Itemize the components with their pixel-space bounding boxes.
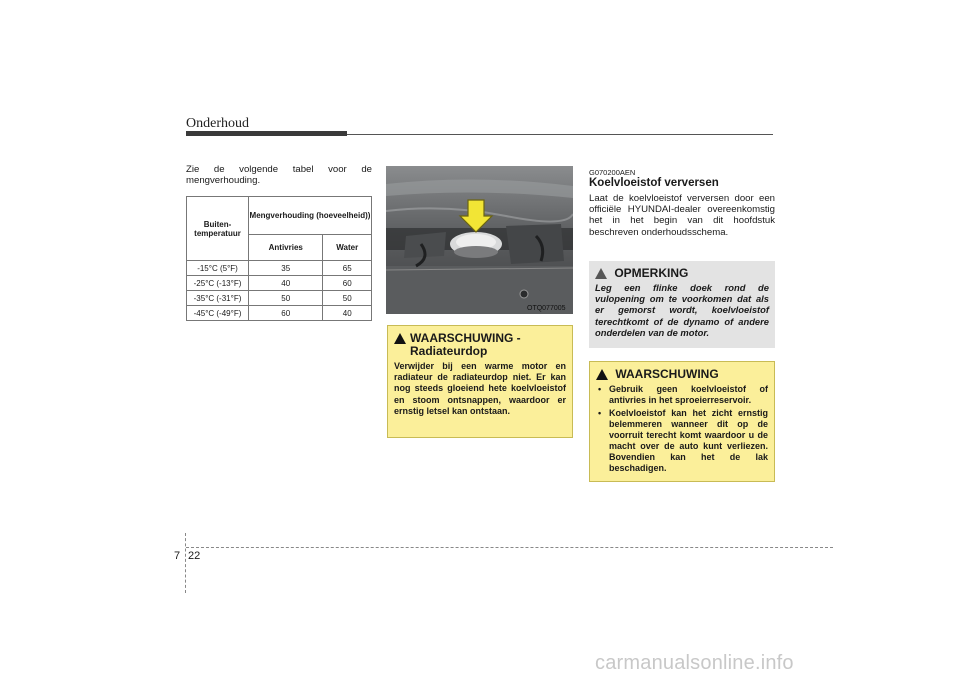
header-rule — [347, 134, 773, 135]
cell-antifreeze: 60 — [249, 306, 323, 321]
note-body: Leg een flinke doek rond de vulopening om te voorkomen dat als er gemorst wordt, koelvloeistof terechtkomt of de dynamo of andere onderdelen van de motor. — [595, 282, 769, 338]
cell-water: 60 — [323, 276, 372, 291]
list-item: • Gebruik geen koelvloeistof of antivries in het sproeierreservoir. — [596, 384, 768, 406]
page-header-title: Onderhoud — [186, 116, 249, 131]
table-header-antifreeze: Antivries — [249, 235, 323, 261]
warning-radiator-cap-box — [387, 325, 573, 438]
table-header-mix: Mengverhouding (hoeveelheid)) — [249, 197, 372, 235]
radiator-cap-illustration — [386, 166, 573, 314]
warning-general-box — [589, 361, 775, 482]
footer-rule — [186, 547, 833, 548]
caution-triangle-icon — [595, 268, 607, 279]
footer-vertical-rule — [185, 533, 186, 593]
warning-radiator-subtitle: Radiateurdop — [410, 344, 488, 358]
table-row — [187, 291, 372, 306]
cell-temperature: -25°C (-13°F) — [187, 276, 249, 291]
list-item: • Koelvloeistof kan het zicht ernstig belemmeren wanneer dit op de voorruit terecht komt waardoor u de macht over de auto kunt verliezen. Bovendien kan het de lak beschadigen. — [596, 408, 768, 474]
engine-radiator-photo — [386, 166, 573, 314]
cell-temperature: -15°C (5°F) — [187, 261, 249, 276]
warning-radiator-body: Verwijder bij een warme motor en radiateur de radiateurdop niet. Er kan nog steeds gloeiend hete koelvloeistof en stoom ontsnappen, waardoor er ernstig letsel kan ontstaan. — [394, 361, 566, 416]
table-row — [187, 306, 372, 321]
cell-temperature: -45°C (-49°F) — [187, 306, 249, 321]
table-row — [187, 261, 372, 276]
note-box — [589, 261, 775, 348]
section-body: Laat de koelvloeistof verversen door een officiële HYUNDAI-dealer overeenkomstig het in het begin van dit hoofdstuk beschreven onderhoudsschema. — [589, 193, 775, 238]
page-number: 22 — [188, 550, 201, 562]
table-row — [187, 276, 372, 291]
warning-triangle-icon — [596, 369, 608, 380]
cell-water: 50 — [323, 291, 372, 306]
section-title: Koelvloeistof verversen — [589, 177, 719, 189]
cell-antifreeze: 40 — [249, 276, 323, 291]
warning-general-list — [596, 384, 768, 474]
header-bar — [186, 131, 347, 136]
mix-ratio-table — [186, 196, 372, 321]
cell-antifreeze: 35 — [249, 261, 323, 276]
cell-water: 40 — [323, 306, 372, 321]
intro-text: Zie de volgende tabel voor de mengverhouding. — [186, 164, 372, 186]
section-code: G070200AEN — [589, 168, 636, 177]
cell-antifreeze: 50 — [249, 291, 323, 306]
note-title: OPMERKING — [614, 266, 689, 280]
cell-temperature: -35°C (-31°F) — [187, 291, 249, 306]
warning-triangle-icon — [394, 333, 406, 344]
photo-caption: OTQ077005 — [527, 305, 566, 312]
table-header-water: Water — [323, 235, 372, 261]
warning-radiator-title: WAARSCHUWING - — [410, 331, 521, 345]
watermark: carmanualsonline.info — [595, 652, 794, 674]
chapter-number: 7 — [174, 550, 181, 562]
warning-general-title: WAARSCHUWING — [615, 367, 719, 381]
table-header-temperature: Buiten-temperatuur — [187, 197, 249, 261]
cell-water: 65 — [323, 261, 372, 276]
